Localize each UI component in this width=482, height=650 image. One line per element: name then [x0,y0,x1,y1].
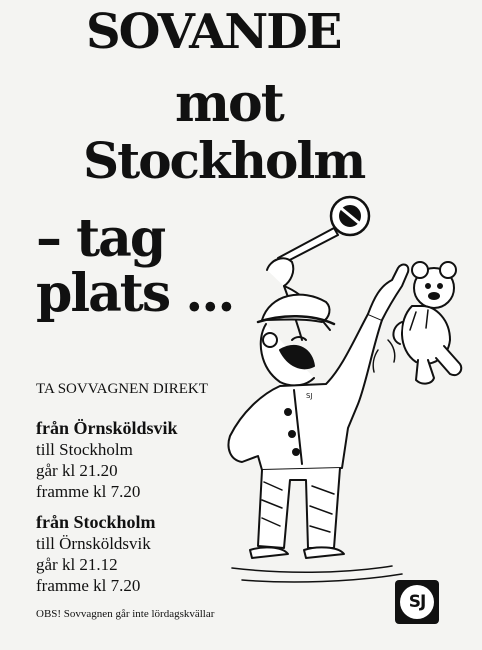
subheading: TA SOVVAGNEN DIREKT [36,381,208,397]
route-arrival: framme kl 7.20 [36,482,141,501]
headline-sovande: SOVANDE [86,4,341,60]
route-departure: går kl 21.12 [36,555,118,574]
sj-logo-text: SJ [400,585,434,619]
route-departure: går kl 21.20 [36,461,118,480]
headline-tag: – tag [36,208,165,269]
route-destination: till Stockholm [36,440,133,459]
signal-paddle-icon [278,197,369,264]
route-block [36,417,178,502]
footnote: OBS! Sovvagnen går inte lördagskvällar [36,608,215,620]
illustration-signature: SJ [306,392,313,400]
route-origin: från Örnsköldsvik [36,418,178,438]
sj-logo [395,580,439,624]
headline-plats: plats ... [36,263,234,324]
route-destination: till Örnsköldsvik [36,534,151,553]
headline-mot: mot [175,73,283,134]
route-origin: från Stockholm [36,512,156,532]
route-arrival: framme kl 7.20 [36,576,141,595]
conductor-illustration [222,190,472,590]
hat-icon [258,295,334,324]
headline-stockholm: Stockholm [83,131,365,190]
route-block [36,511,156,596]
